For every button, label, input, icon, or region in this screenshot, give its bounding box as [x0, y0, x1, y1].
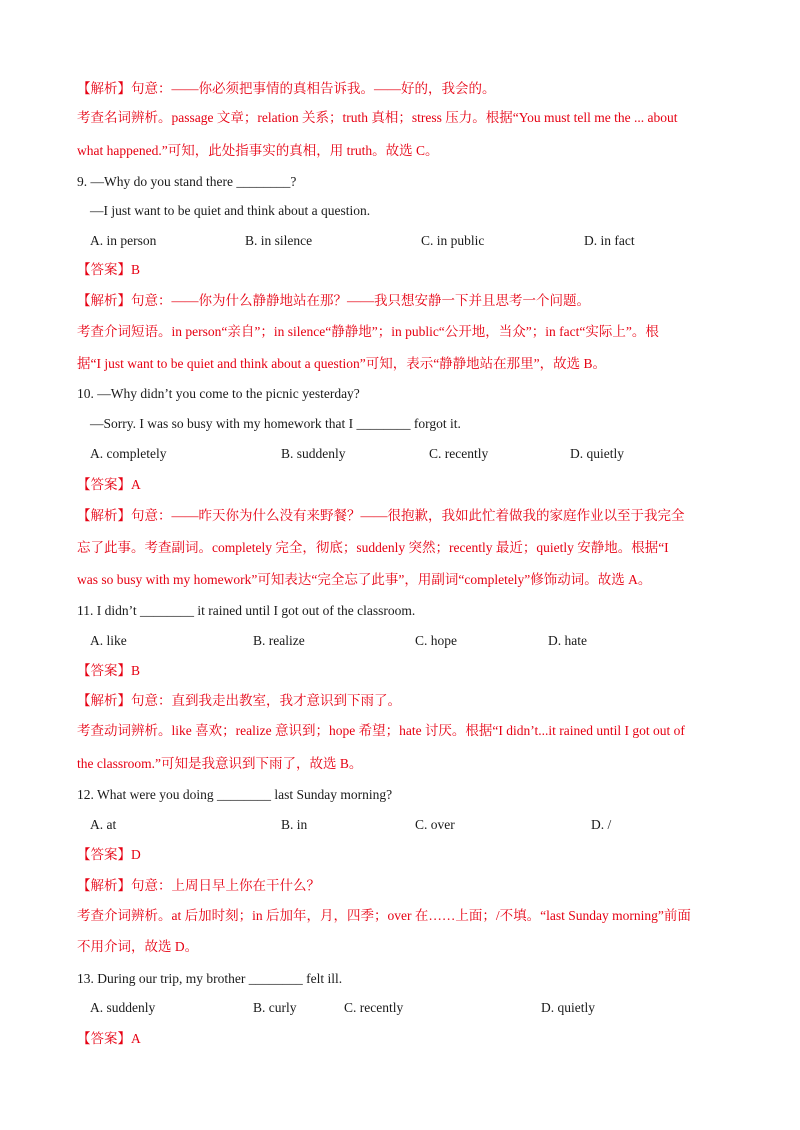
q11-option-a: A. like [90, 633, 127, 648]
q8-explanation-line-1: 考查名词辨析。passage 文章；relation 关系；truth 真相；stress 压力。根据“You must tell me the ... about [77, 110, 678, 125]
q12-analysis: 【解析】句意：上周日早上你在干什么？ [77, 878, 320, 893]
q9-explanation-line-2: 据“I just want to be quiet and think about a question”可知，表示“静静地站在那里”，故选 B。 [77, 356, 607, 371]
q12-explanation-line-1: 考查介词辨析。at 后加时刻；in 后加年，月，四季；over 在……上面；/不填。“last Sunday morning”前面 [77, 908, 691, 923]
q13-question: 13. During our trip, my brother ________ felt ill. [77, 971, 343, 986]
q11-explanation-line-2: the classroom.”可知是我意识到下雨了，故选 B。 [77, 756, 363, 771]
q9-option-c: C. in public [421, 233, 485, 248]
q10-option-c: C. recently [429, 446, 489, 461]
q9-explanation-line-1: 考查介词短语。in person“亲自”；in silence“静静地”；in public“公开地，当众”；in fact“实际上”。根 [77, 324, 659, 339]
q12-question: 12. What were you doing ________ last Sunday morning? [77, 787, 393, 802]
q10-explanation-line-2: 忘了此事。考查副词。completely 完全，彻底；suddenly 突然；recently 最近；quietly 安静地。根据“I [77, 540, 669, 555]
q10-option-b: B. suddenly [281, 446, 346, 461]
q10-explanation-line-1: 【解析】句意：——昨天你为什么没有来野餐？——很抱歉，我如此忙着做我的家庭作业以至于我完全 [77, 508, 685, 523]
q10-option-d: D. quietly [570, 446, 624, 461]
q9-option-b: B. in silence [245, 233, 313, 248]
q10-question: 10. —Why didn’t you come to the picnic yesterday? [77, 386, 360, 401]
q13-option-b: B. curly [253, 1000, 297, 1015]
q11-analysis: 【解析】句意：直到我走出教室，我才意识到下雨了。 [77, 693, 401, 708]
q13-answer: 【答案】A [77, 1031, 141, 1046]
q9-option-a: A. in person [90, 233, 157, 248]
q10-answer: 【答案】A [77, 477, 141, 492]
q13-option-d: D. quietly [541, 1000, 595, 1015]
q10-option-a: A. completely [90, 446, 167, 461]
q8-explanation-line-2: what happened.”可知，此处指事实的真相，用 truth。故选 C。 [77, 143, 439, 158]
q11-option-d: D. hate [548, 633, 587, 648]
q13-option-c: C. recently [344, 1000, 404, 1015]
q9-answer: 【答案】B [77, 262, 141, 277]
q9-question: 9. —Why do you stand there ________? [77, 174, 297, 189]
q8-analysis: 【解析】句意：——你必须把事情的真相告诉我。——好的，我会的。 [77, 81, 496, 96]
q9-option-d: D. in fact [584, 233, 635, 248]
q12-option-c: C. over [415, 817, 455, 832]
q12-option-d: D. / [591, 817, 612, 832]
q13-option-a: A. suddenly [90, 1000, 156, 1015]
q11-answer: 【答案】B [77, 663, 141, 678]
q12-answer: 【答案】D [77, 847, 141, 862]
q11-question: 11. I didn’t ________ it rained until I got out of the classroom. [77, 603, 416, 618]
q11-explanation-line-1: 考查动词辨析。like 喜欢；realize 意识到；hope 希望；hate 讨厌。根据“I didn’t...it rained until I got out of [77, 723, 685, 738]
q9-analysis: 【解析】句意：——你为什么静静地站在那？——我只想安静一下并且思考一个问题。 [77, 293, 590, 308]
q10-reply: —Sorry. I was so busy with my homework that I ________ forgot it. [90, 416, 461, 431]
q12-option-b: B. in [281, 817, 308, 832]
q10-explanation-line-3: was so busy with my homework”可知表达“完全忘了此事”，用副词“completely”修饰动词。故选 A。 [77, 572, 652, 587]
q12-option-a: A. at [90, 817, 117, 832]
q9-reply: —I just want to be quiet and think about a question. [90, 203, 371, 218]
q12-explanation-line-2: 不用介词，故选 D。 [77, 939, 199, 954]
q11-option-c: C. hope [415, 633, 457, 648]
q11-option-b: B. realize [253, 633, 305, 648]
